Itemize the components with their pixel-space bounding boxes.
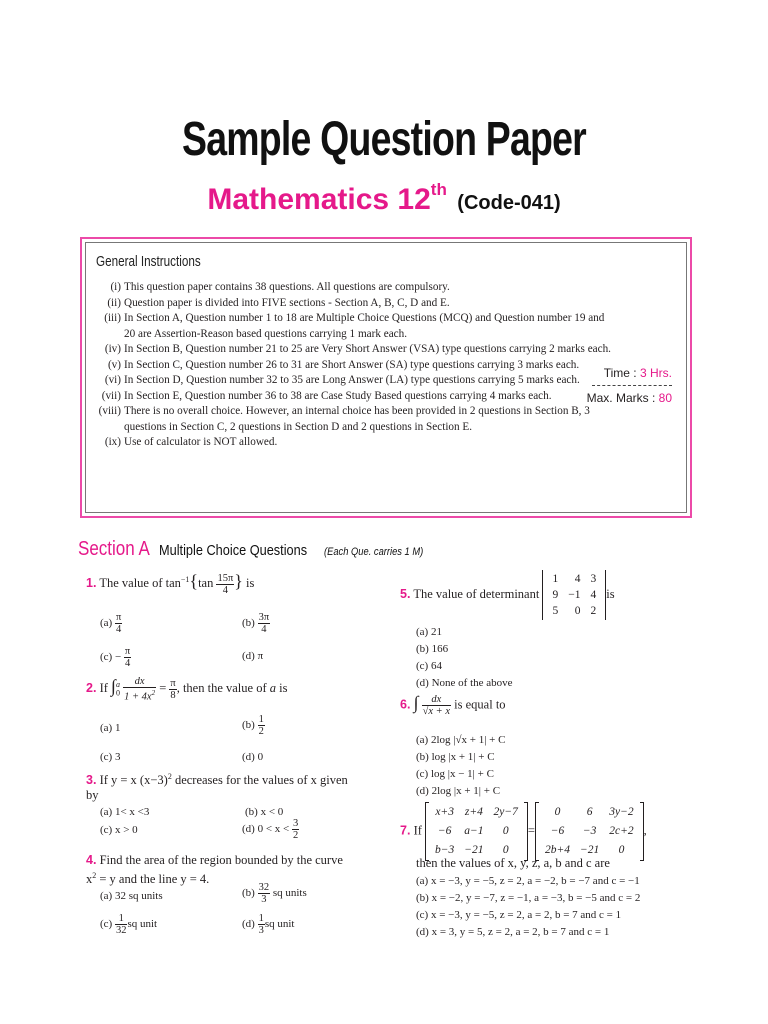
instructions-box — [80, 237, 692, 518]
option-unit: sq unit — [127, 918, 158, 931]
paper-subtitle — [0, 180, 768, 217]
instruction-num: (iii) — [104, 312, 121, 324]
question-text: The value of determinant — [413, 586, 540, 601]
option-a: (a) 1 — [100, 722, 121, 734]
matrix-left — [425, 802, 528, 861]
brace-open: { — [189, 571, 199, 592]
matrix-cell: z+4 — [464, 806, 483, 818]
matrix-cell: −3 — [582, 825, 597, 837]
frac-num: dx — [422, 694, 451, 706]
question-number: 6. — [400, 697, 411, 712]
matrix-cell: −6 — [437, 825, 452, 837]
option-b: (b) x = −2, y = −7, z = −1, a = −3, b = −5 and c = 2 — [416, 892, 641, 904]
integral-sign: ∫ — [111, 676, 116, 697]
det-cell: 4 — [574, 573, 581, 585]
frac-num: 1 — [258, 714, 264, 725]
question-number: 5. — [400, 586, 411, 601]
instructions-inner — [85, 242, 687, 513]
det-row — [548, 588, 600, 602]
option-d — [242, 913, 294, 936]
matrix-row — [541, 823, 638, 840]
question-2 — [86, 676, 287, 703]
option-label: (c) — [100, 918, 113, 931]
instruction-item — [92, 280, 612, 296]
det-cell: 2 — [590, 605, 597, 617]
instruction-num: (v) — [107, 358, 121, 371]
integral-upper: a — [115, 679, 120, 689]
option-d: (d) 2log |x + 1| + C — [416, 785, 501, 797]
question-number: 7. — [400, 823, 411, 838]
matrix-right — [535, 802, 644, 861]
matrix-cell: 0 — [502, 844, 509, 856]
integral-lower: 0 — [115, 688, 120, 698]
question-sup: 2 — [92, 871, 97, 880]
option-a: (a) 1< x <3 — [100, 806, 150, 818]
frac-den: 4 — [222, 584, 228, 596]
time-divider — [592, 385, 672, 386]
frac-den — [123, 688, 156, 703]
question-text: If — [99, 681, 108, 696]
subject-name: Mathematics 12 — [207, 183, 431, 216]
time-row — [586, 365, 672, 381]
subject-sup: th — [430, 180, 447, 199]
marks-label: Max. Marks : — [586, 391, 656, 405]
matrix-cell: b−3 — [435, 844, 455, 856]
frac-num: 32 — [258, 882, 270, 893]
question-6 — [400, 694, 506, 717]
frac-num: 3π — [258, 612, 270, 623]
frac-num: 1 — [115, 913, 128, 925]
paper-title: Sample Question Paper — [182, 113, 586, 166]
option-c: (c) 3 — [100, 751, 121, 763]
instruction-item — [92, 358, 612, 374]
option-label: (c) − — [100, 651, 122, 664]
instruction-num: (viii) — [98, 405, 121, 417]
instruction-item — [92, 389, 612, 405]
det-cell: 0 — [574, 605, 581, 617]
option-c: (c) x > 0 — [100, 824, 138, 836]
option-unit: sq units — [272, 887, 307, 900]
question-number: 3. — [86, 773, 97, 788]
fraction — [115, 612, 122, 635]
frac-den: 2 — [258, 726, 264, 737]
option-b — [242, 714, 265, 737]
frac-den: 4 — [116, 624, 122, 635]
frac-num: dx — [123, 676, 156, 688]
fraction — [258, 714, 265, 737]
option-c — [100, 646, 131, 669]
frac-den: 4 — [261, 624, 267, 635]
option-b: (b) log |x + 1| + C — [416, 751, 495, 763]
determinant — [542, 570, 606, 620]
fraction — [123, 676, 156, 703]
det-cell: 4 — [590, 589, 597, 601]
instruction-item — [92, 296, 612, 312]
option-label: (b) — [242, 617, 255, 630]
fraction — [292, 818, 299, 841]
frac-num: π — [115, 612, 122, 623]
fraction — [169, 678, 176, 701]
frac-den: 32 — [115, 925, 127, 936]
time-value: 3 Hrs. — [639, 366, 672, 380]
option-label: (b) — [242, 887, 255, 900]
frac-num: 3 — [292, 818, 299, 829]
question-sup: 2 — [167, 772, 172, 781]
time-label: Time : — [603, 366, 637, 380]
instruction-item — [92, 373, 612, 389]
option-d — [242, 818, 299, 841]
option-label: (a) — [100, 617, 113, 630]
option-label: (b) — [242, 719, 255, 732]
matrix-cell: 0 — [502, 825, 509, 837]
matrix-cell: −6 — [550, 825, 565, 837]
option-label: (d) 0 < x < — [242, 823, 290, 836]
matrix-cell: 2y−7 — [493, 806, 518, 818]
matrix-cell: 2b+4 — [544, 844, 570, 856]
fraction — [124, 646, 131, 669]
instruction-num: (vii) — [101, 389, 121, 402]
det-cell: −1 — [568, 589, 581, 601]
section-name: Section A — [78, 538, 150, 560]
equals-sign: = — [159, 681, 167, 696]
section-marks-note: (Each Que. carries 1 M) — [323, 546, 423, 558]
instruction-item — [92, 311, 612, 342]
matrix-cell: 0 — [554, 806, 561, 818]
fraction — [422, 694, 451, 717]
option-a: (a) 21 — [416, 626, 442, 638]
option-c: (c) x = −3, y = −5, z = 2, a = 2, b = 7 and c = 1 — [416, 909, 622, 921]
option-b: (b) x < 0 — [245, 806, 284, 818]
instruction-text: In Section A, Question number 1 to 18 are Multiple Choice Questions (MCQ) and Question number 19 and 20 are Assertion-Reason based questions carrying 1 mark each. — [124, 312, 605, 340]
matrix-cell: a−1 — [464, 825, 484, 837]
question-var: a — [269, 681, 276, 696]
matrix-cell: x+3 — [435, 806, 454, 818]
option-label: (d) — [242, 918, 255, 931]
marks-row — [586, 390, 672, 406]
question-text: If y = x (x−3) — [99, 773, 168, 788]
option-b: (b) 166 — [416, 643, 449, 655]
fraction — [115, 913, 128, 936]
det-cell: 1 — [552, 573, 559, 585]
option-a — [100, 612, 122, 635]
integral-sign: ∫ — [413, 692, 419, 713]
frac-den: 8 — [170, 689, 176, 701]
time-marks-box — [586, 365, 672, 406]
det-cell: 3 — [590, 573, 597, 585]
question-4 — [86, 853, 356, 887]
question-text: The value of tan — [99, 576, 181, 591]
matrix-cell: 0 — [618, 844, 625, 856]
question-number: 2. — [86, 681, 97, 696]
instructions-heading: General Instructions — [96, 253, 201, 270]
frac-den: 3 — [261, 894, 267, 905]
option-d: (d) 0 — [242, 751, 264, 763]
frac-num: π — [124, 646, 131, 657]
option-a: (a) 2log |√x + 1| + C — [416, 734, 506, 746]
subject-code: (Code-041) — [457, 192, 561, 214]
matrix-cell: −21 — [580, 844, 600, 856]
option-a: (a) 32 sq units — [100, 890, 163, 902]
matrix-row — [541, 804, 638, 821]
matrix-cell: 3y−2 — [609, 806, 634, 818]
det-cell: 9 — [552, 589, 559, 601]
question-text: is — [246, 576, 255, 591]
option-d: (d) x = 3, y = 5, z = 2, a = 2, b = 7 and c = 1 — [416, 926, 610, 938]
matrix-row — [431, 804, 522, 821]
instruction-text: Question paper is divided into FIVE sections - Section A, B, C, D and E. — [124, 296, 450, 309]
instruction-text: There is no overall choice. However, an internal choice has been provided in 2 questions in Section B, 3 questions in Section C, 2 questions in Section D and 2 questions in Section E. — [124, 405, 590, 433]
option-unit: sq unit — [264, 918, 295, 931]
instruction-text: In Section C, Question number 26 to 31 are Short Answer (SA) type questions carrying 3 marks each. — [124, 358, 580, 371]
option-c: (c) log |x − 1| + C — [416, 768, 494, 780]
frac-num: π — [170, 677, 176, 689]
matrix-row — [431, 823, 522, 840]
question-number: 1. — [86, 576, 97, 591]
section-heading — [78, 538, 440, 561]
instruction-num: (ix) — [104, 436, 121, 448]
frac-num: 1 — [258, 913, 264, 924]
instruction-text: In Section E, Question number 36 to 38 are Case Study Based questions carrying 4 marks each. — [124, 389, 552, 402]
det-row — [548, 604, 600, 618]
frac-den: 3 — [258, 925, 264, 936]
question-1 — [86, 572, 254, 596]
matrix-cell: 6 — [586, 806, 593, 818]
fraction — [258, 612, 271, 635]
matrix-cell: 2c+2 — [609, 825, 634, 837]
instruction-item — [92, 435, 612, 451]
instruction-text: In Section D, Question number 32 to 35 are Long Answer (LA) type questions carrying 5 marks each. — [124, 374, 580, 386]
question-5 — [400, 570, 615, 620]
option-c: (c) 64 — [416, 660, 442, 672]
fraction — [258, 882, 271, 905]
question-7: 7. If x+3 z+4 2y−7 −6 a−1 0 b−3 −21 0=0 6 3y−2 −6 −3 2c+2 2b+4 −21 0, — [400, 802, 690, 861]
frac-den-sup: 2 — [151, 689, 156, 697]
question-text: If — [413, 823, 422, 838]
marks-value: 80 — [658, 391, 672, 405]
option-d: (d) π — [242, 650, 264, 662]
instruction-item — [92, 342, 612, 358]
option-a: (a) x = −3, y = −5, z = 2, a = −2, b = −7 and c = −1 — [416, 875, 640, 887]
question-number: 4. — [86, 853, 97, 867]
instruction-num: (vi) — [104, 374, 121, 386]
fraction — [216, 573, 234, 596]
instruction-text: Use of calculator is NOT allowed. — [124, 436, 278, 448]
question-sup: −1 — [180, 575, 190, 584]
option-b — [242, 612, 270, 635]
instruction-num: (ii) — [107, 296, 121, 309]
question-text: is equal to — [454, 697, 506, 712]
option-b — [242, 882, 307, 905]
instruction-num: (iv) — [104, 343, 121, 355]
option-c — [100, 913, 157, 936]
question-text: , then the value of — [176, 681, 267, 696]
frac-den: √x + x — [422, 706, 451, 717]
frac-den: 4 — [124, 658, 131, 669]
question-7-continued: then the values of x, y, z, a, b and c are — [416, 856, 610, 870]
section-type: Multiple Choice Questions — [158, 542, 308, 559]
instruction-item — [92, 404, 612, 435]
question-text: , — [643, 823, 647, 838]
question-3 — [86, 769, 356, 803]
question-text: is — [279, 681, 288, 696]
instruction-num: (i) — [110, 281, 121, 293]
frac-den-text: 1 + 4x — [124, 691, 152, 703]
brace-close: } — [234, 571, 243, 592]
frac-num: 15π — [217, 572, 234, 584]
det-row — [548, 572, 600, 586]
instruction-text: In Section B, Question number 21 to 25 are Very Short Answer (VSA) type questions carrying 2 marks each. — [124, 343, 611, 355]
fraction — [258, 913, 265, 936]
option-d: (d) None of the above — [416, 677, 513, 689]
question-text: decreases for the values of x given by — [86, 773, 348, 803]
question-text: tan — [198, 576, 214, 591]
question-text: = y and the line y = 4. — [99, 872, 210, 887]
det-cell: 5 — [552, 605, 559, 617]
matrix-cell: −21 — [464, 844, 484, 856]
instruction-text: This question paper contains 38 questions. All questions are compulsory. — [124, 281, 450, 293]
frac-den: 2 — [292, 830, 299, 841]
instructions-list — [92, 280, 612, 451]
question-text: Find the area of the region bounded by the curve x — [86, 853, 343, 887]
question-text: is — [606, 586, 615, 601]
